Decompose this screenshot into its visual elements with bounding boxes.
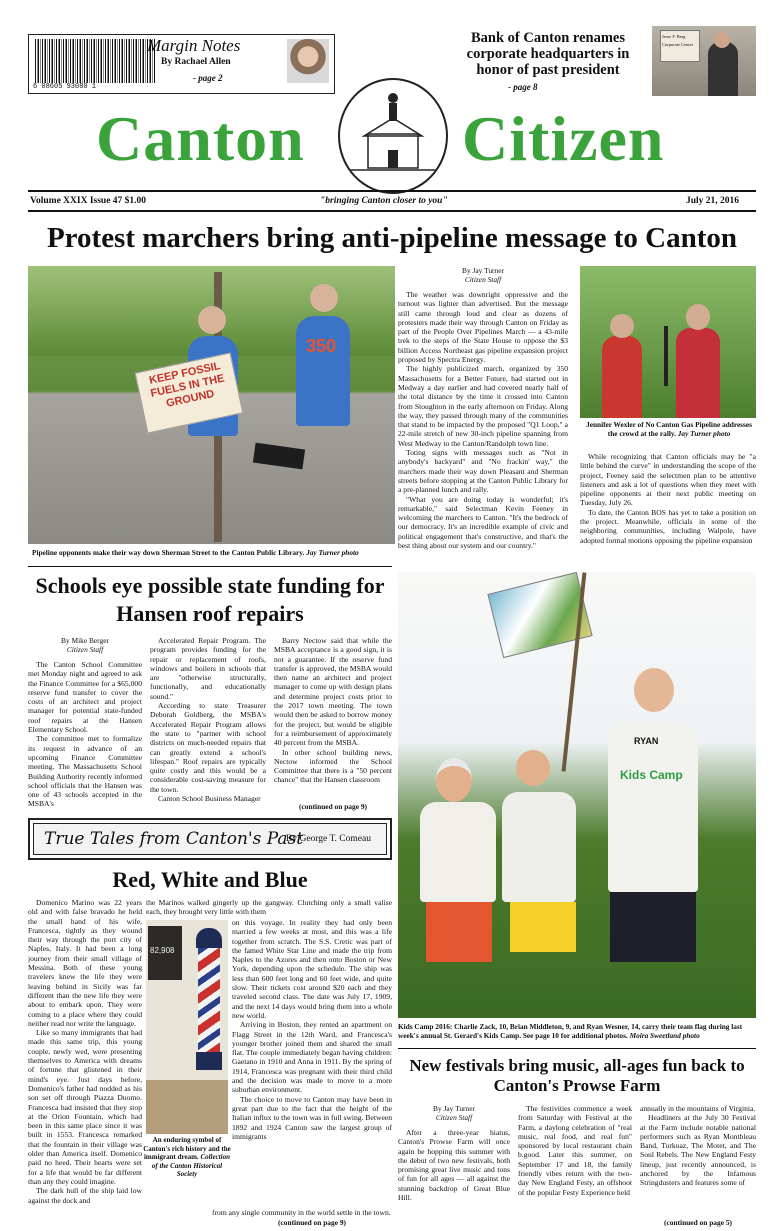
- issue-date: July 21, 2016: [686, 196, 740, 206]
- section-rule-2: [398, 1048, 756, 1049]
- margin-notes-title: Margin Notes: [147, 36, 241, 55]
- margin-notes-byline: By Rachael Allen: [161, 57, 231, 67]
- shirt-350: 350: [306, 336, 337, 356]
- lead-col1-text: The weather was downright oppressive and the turnout was lighter than advertised. But the message still came through loud and clear as dozens of protesters made their way through Canton on Friday as part of the People Over Pipelines March — a 43-mile trek to the steps of the State House to oppose the $3 billion Access Northeast gas pipeline expansion project proposed by Spectra Energy. The highly publicized march, organized by 350 Massachusetts for a Better Future, had started out in Medway a day earlier and had covered nearly half of the total distance by the time it crossed into Canton from Stoughton in the early afternoon on Friday. Along the way, they passed through many of the communities that stand to be impacted by the proposed "Q1 Loop," a 22-mile stretch of new 30-inch pipeline spanning from West Medway to the Canton/Randolph town line. Toting signs with messages such as "Not in anybody's backyard" and "No frackin' way," the marchers made their way down Pleasant and Sherman streets before stopping at the Canton Public Library for a pre-planned lunch and rally. "What you are doing today is wonderful; it's remarkable," said Selectman Kevin Feeney in welcoming the marchers to Canton. "It's the bedrock of our democracy. It's an incredible example of civic and political engagement that's constructive, and that's the best thing about our system and our country.": [398, 290, 568, 551]
- festivals-continued[interactable]: (continued on page 5): [664, 1218, 732, 1227]
- lead-headline[interactable]: Protest marchers bring anti-pipeline message to Canton: [46, 222, 738, 254]
- side-photo: [580, 266, 756, 418]
- festivals-col1-text: After a three-year hiatus, Canton's Prowse Farm will once again be hopping this summer with the debut of two new festivals, both promising great live music and tons of fun for all ages — all against the stunning backdrop of Great Blue Hill.: [398, 1128, 510, 1203]
- festivals-col1: By Jay Turner Citizen Staff After a three-year hiatus, Canton's Prowse Farm will once again be hopping this summer with the debut of two new festivals, both promising great live music and tons of fun for all ages — all against the stunning backdrop of Great Blue Hill.: [398, 1104, 510, 1212]
- lead-photo-caption: Pipeline opponents make their way down Sherman Street to the Canton Public Library. Jay Turner photo: [32, 548, 359, 557]
- title-left: Canton: [96, 103, 305, 174]
- barcode: [35, 39, 155, 83]
- tales-col2-text: on this voyage. In reality they had only been married a few weeks at most, and this was a life together from scratch. The S.S. Cretic was part of the famed White Star Line and made the trip from Naples to the Azores and then onto Boston or New York, depending upon the schedule. The ship was less than 600 feet long and 60 feet wide, and quite slow. Their tickets cost around $20 each and they traveled second class. The date was July 17, 1909, and the next 14 days would bring them into a whole new world. Arriving in Boston, they rented an apartment on Flagg Street in the 12th Ward, and Francesca's younger brother joined them and shared the small flat. The couple immediately began having children: Gaetano in 1910 and Anna in 1911. By the spring of 1914, Francesca was pregnant with their third child and the decision was made to move to a more suburban environment. The choice to move to Canton may have been in great part due to the fact that the height of the Italian influx to the town was in full swing. Between 1892 and 1924 Canton saw the largest group of immigrants: [232, 918, 392, 1141]
- tales-banner-title: True Tales from Canton's Past: [44, 829, 304, 849]
- title-right: Citizen: [462, 103, 665, 174]
- schools-col1-text: The Canton School Committee met Monday night and agreed to ask the Finance Committee for a $65,000 reserve fund transfer to cover the costs of an architect and project manager for potential state-funded roof repairs at the Hansen Elementary School. The committee met to formalize its request in advance of an upcoming Finance Committee meeting. The Massachusetts School Building Authority recently informed school officials that the Hansen was one of 43 schools accepted in the MSBA's: [28, 660, 142, 809]
- schools-headline[interactable]: Schools eye possible state funding for Hansen roof repairs: [35, 573, 385, 626]
- promo-photo: Jesse F. Berg Corporate Center: [652, 26, 756, 96]
- festivals-headline[interactable]: New festivals bring music, all-ages fun back to Canton's Prowse Farm: [409, 1056, 745, 1095]
- tales-headline[interactable]: Red, White and Blue: [112, 867, 308, 892]
- masthead-seal: [338, 78, 448, 194]
- ryan-shirt-logo: Kids Camp: [620, 768, 683, 782]
- schools-col3-text: Barry Nectow said that while the MSBA acceptance is a good sign, it is not a guarantee. If the reserve fund transfer is approved, the MSBA would then name an architect and project manager to come up with design plans and determine project costs prior to the 2017 town meeting. The town would then be asked to borrow money for the project, but would be eligible for a reimbursement of approximately 40 percent from the MSBA. In other school building news, Nectow informed the School Committee that there is a "50 percent chance" that the Hansen classroom: [274, 636, 392, 785]
- lead-byline: By Jay Turner: [462, 266, 504, 275]
- columnist-headshot: [287, 39, 329, 83]
- promo-page: - page 8: [508, 82, 538, 92]
- volume-info: Volume XXIX Issue 47 $1.00: [30, 196, 147, 206]
- margin-notes-box[interactable]: [28, 34, 335, 94]
- tales-col1-text: Domenico Marino was 22 years old and with false bravado he held the small hand of his wife, Francesca, tightly as they wound their way through the port city of Naples, Italy. It had been a long journey from their small village of Messina. Both of these young travelers knew the life they were leaving behind in Sicily was far different than the new life they were about to embark upon. They were coming to a place where they could neither read nor write the language. Like so many immigrants that had made this same trip, this young couple, newly wed, were presenting themselves to America with dreams of fortune that glistened in their mind's eye. Just days before, Domenico's father had nodded as his son set off through Piazza Duomo. Francesca had insisted that they stop at the Orion Fountain, which had been in this same place since it was built in 1553. Francesca remarked that the fountain in their village was older than America itself. Domenico paid no heed. Their hearts were set for a life that would be far different than any they could imagine. The dark hull of the ship laid low against the dock and: [28, 898, 142, 1205]
- slogan: "bringing Canton closer to you": [320, 196, 448, 206]
- side-photo-caption: Jennifer Wexler of No Canton Gas Pipeline addresses the crowd at the rally. Jay Turner photo: [586, 420, 752, 438]
- section-rule-1: [28, 566, 392, 567]
- barber-pole-caption: An enduring symbol of Canton's rich history and the immigrant dream. Collection of the Canton Historical Society: [143, 1136, 231, 1179]
- lead-photo: [28, 266, 395, 544]
- schools-continued[interactable]: (continued on page 9): [299, 802, 367, 811]
- masthead-rule-top: [28, 190, 756, 192]
- tales-col2-top: the Marinos walked gingerly up the gangway. Clutching only a small valise each, they brought very little with them: [146, 898, 392, 917]
- masthead-rule-bottom: [28, 210, 756, 212]
- tales-banner[interactable]: [28, 818, 392, 860]
- barber-pole-photo: [146, 920, 228, 1134]
- tales-banner-byline: By George T. Comeau: [286, 834, 371, 844]
- tales-col2-bottom: from any single community in the world settle in the town.: [212, 1208, 391, 1217]
- schools-col1: By Mike Berger Citizen Staff The Canton School Committee met Monday night and agreed to ask the Finance Committee for a $65,000 reserve fund transfer to cover the costs of an architect and project manager for potential state-funded roof repairs at the Hansen Elementary School. The committee met to formalize its request in advance of an upcoming Finance Committee meeting. The Massachusetts School Building Authority recently informed school officials that the Hansen was one of 43 schools accepted in the MSBA's: [28, 636, 142, 828]
- promo-headline[interactable]: Bank of Canton renames corporate headquarters in honor of past president: [466, 30, 630, 78]
- lead-col2-text: While recognizing that Canton officials may be "a little behind the curve" in understanding the scope of the project, Feeney said the selectmen plan to be attentive listeners and ask a lot of questions when they meet with pipeline opponents at their next public meeting on Tuesday, July 26. To date, the Canton BOS has yet to take a position on the project. Meanwhile, officials in some of the neighboring communities, including Walpole, have adopted formal motions opposing the pipeline expansion: [580, 452, 756, 545]
- ryan-shirt-name: RYAN: [634, 736, 659, 746]
- festivals-col3-text: annually in the mountains of Virginia. Headliners at the July 30 Festival at the Farm include notable national performers such as Ryan Montbleau Band, Turkuaz, The Motet, and The Soul Rebels. The New England Festy lineup, just recently announced, is anchored by the Infamous Stringdusters and features some of: [640, 1104, 756, 1188]
- margin-notes-page: - page 2: [193, 73, 223, 83]
- kids-camp-photo: [398, 572, 756, 1018]
- festivals-col2-text: The festivities commence a week from Saturday with Festival at the Farm, a daylong celebration of "real music, real food, and real fun" sponsored by local restaurant chain b.good. Later this summer, on September 17 and 18, the family friendly vibes return with the two-day New England Festy, an offshoot of the popular Festy Experience held: [518, 1104, 632, 1197]
- tales-continued[interactable]: (continued on page 9): [278, 1218, 346, 1227]
- lead-byline-role: Citizen Staff: [464, 275, 502, 284]
- lead-col1: [398, 266, 568, 566]
- protest-sign: KEEP FOSSIL FUELS IN THE GROUND: [135, 352, 244, 433]
- barcode-digits: 6 08605 93080 1: [33, 83, 97, 91]
- price-sign: 82,908: [150, 946, 175, 955]
- kids-camp-caption: Kids Camp 2016: Charlie Zack, 10, Brian Middleton, 9, and Ryan Wesner, 14, carry their team flag during last week's annual St. Gerard's Kids Camp. See page 10 for additional photos. Moira Sweetland photo: [398, 1022, 743, 1040]
- schools-col2-text: Accelerated Repair Program. The program provides funding for the repair or replacement of roofs, windows and boilers in schools that are "otherwise structurally, functionally, and educationally sound." According to state Treasurer Deborah Goldberg, the MSBA's Accelerated Repair Program allows the state to "partner with school districts on much-needed repairs that can greatly extend a school's lifespan." Roof repairs are typically quite costly and this would be a considerable cost-saving measure for the town. Canton School Business Manager: [150, 636, 266, 804]
